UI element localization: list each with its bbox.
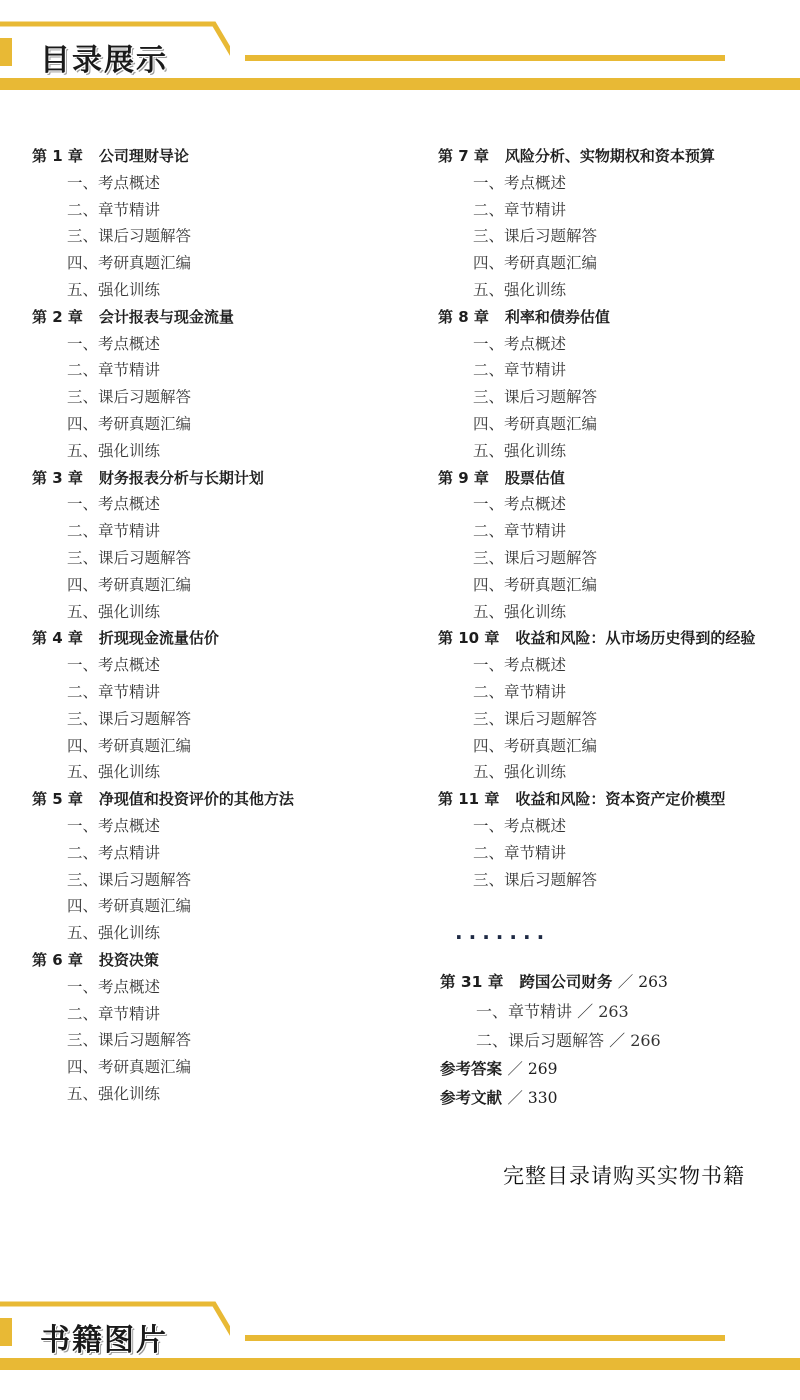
chapter-number: 第 2 章 [32,307,83,326]
section-title: 二、章节精讲 [473,522,567,541]
toc-section [32,1027,412,1054]
chapter-title: 投资决策 [98,950,159,969]
chapter-number: 第 8 章 [438,307,489,326]
section-title: 一、考点概述 [67,656,161,675]
toc-chapter [32,143,412,170]
toc-section [440,1026,668,1055]
toc-section [32,652,412,679]
chapter-number: 第 6 章 [32,950,83,969]
toc-section [32,706,412,733]
section-title: 四、考研真题汇编 [67,254,192,273]
toc-section [438,411,798,438]
banner-left-block [0,1318,12,1346]
banner-bottom-bar [0,1358,800,1370]
toc-section [32,867,412,894]
toc-section [438,706,798,733]
toc-section [438,572,798,599]
toc-section [32,518,412,545]
section-title: 五、强化训练 [473,763,567,782]
toc-tail [440,968,668,1113]
toc-section [438,599,798,626]
section-title: 五、强化训练 [67,280,161,299]
section-title: 一、考点概述 [67,816,161,835]
chapter-number: 第 1 章 [32,147,83,165]
toc-chapter [438,465,798,492]
toc-chapter [32,786,412,813]
chapter-title: 风险分析、实物期权和资本预算 [504,147,715,165]
page-number: ／ 263 [617,973,668,991]
toc-chapter [32,304,412,331]
section-title: 四、考研真题汇编 [473,736,598,755]
section-title: 二、章节精讲 [473,682,567,701]
toc-section [438,759,798,786]
section-title: 四、考研真题汇编 [473,254,598,273]
chapter-title: 跨国公司财务 [519,973,613,991]
section-title: 五、强化训练 [67,602,161,621]
chapter-number: 第 31 章 [440,973,504,991]
section-title: 四、考研真题汇编 [67,897,192,916]
chapter-number: 第 11 章 [438,790,500,809]
chapter-title: 利率和债券估值 [504,307,610,326]
section-title: 三、课后习题解答 [67,1031,192,1050]
toc-section [32,250,412,277]
section-title: 一、考点概述 [67,173,161,192]
page-number: ／ 263 [577,1002,629,1021]
section-title: 三、课后习题解答 [67,388,192,407]
ellipsis-dots: ······· [455,925,551,949]
chapter-title: 会计报表与现金流量 [98,307,234,326]
toc-section [438,518,798,545]
chapter-title: 股票估值 [504,468,565,487]
toc-section [438,652,798,679]
toc-section [438,223,798,250]
page-number: ／ 266 [609,1031,661,1050]
toc-section [438,679,798,706]
section-title: 一、考点概述 [473,173,567,192]
purchase-note: 完整目录请购买实物书籍 [503,1164,745,1188]
toc-chapter [32,465,412,492]
section-title: 四、考研真题汇编 [67,736,192,755]
toc-section [32,840,412,867]
section-title: 二、章节精讲 [67,682,161,701]
chapter-number: 第 10 章 [438,629,500,648]
toc-section [32,733,412,760]
toc-section [32,1081,412,1108]
section-title: 五、强化训练 [67,1084,161,1103]
chapter-title: 财务报表分析与长期计划 [98,468,264,487]
toc-section [32,545,412,572]
section-title: 三、课后习题解答 [473,548,598,567]
toc-section [438,384,798,411]
toc-section [32,277,412,304]
section-title: 一、考点概述 [473,816,567,835]
toc-section [438,813,798,840]
section-title: 五、强化训练 [473,441,567,460]
chapter-title: 收益和风险：从市场历史得到的经验 [515,629,756,648]
chapter-title: 折现现金流量估价 [98,629,219,648]
section-title: 四、考研真题汇编 [473,414,598,433]
section-title: 二、章节精讲 [67,1004,161,1023]
chapter-title: 参考文献 [440,1089,503,1107]
toc-chapter [440,1084,668,1113]
banner-left-block [0,38,12,66]
banner-accent-line [245,1335,725,1341]
section-title: 二、章节精讲 [67,361,161,380]
toc-section [438,545,798,572]
section-title: 五、强化训练 [473,280,567,299]
toc-section [438,331,798,358]
toc-section [32,572,412,599]
toc-section [32,920,412,947]
banner-bottom-bar [0,78,800,90]
toc-chapter [440,968,668,997]
chapter-title: 公司理财导论 [98,147,189,165]
section-title: 一、章节精讲 [476,1002,573,1021]
toc-chapter [438,625,798,652]
toc-section [32,411,412,438]
toc-section [438,733,798,760]
chapter-title: 收益和风险：资本资产定价模型 [515,790,726,809]
toc-section [32,438,412,465]
toc-chapter [32,625,412,652]
toc-chapter [438,304,798,331]
section-title: 二、章节精讲 [473,843,567,862]
section-title: 三、课后习题解答 [473,227,598,246]
section-title: 五、强化训练 [67,924,161,943]
section-title: 三、课后习题解答 [67,709,192,728]
section-title: 二、考点精讲 [67,843,161,862]
section-title: 二、章节精讲 [67,522,161,541]
toc-section [438,491,798,518]
chapter-number: 第 7 章 [438,147,489,165]
toc-section [32,679,412,706]
toc-section [32,759,412,786]
toc-section [32,599,412,626]
toc-section [32,197,412,224]
section-title: 一、考点概述 [473,495,567,514]
toc-section [438,170,798,197]
banner-title: 目录展示 [40,43,168,78]
section-title: 一、考点概述 [67,495,161,514]
toc-chapter [440,1055,668,1084]
toc-section [438,197,798,224]
toc-section [438,277,798,304]
toc-section [32,974,412,1001]
section-title: 四、考研真题汇编 [67,1058,192,1077]
header-banner [0,0,800,90]
toc-section [438,250,798,277]
chapter-number: 第 4 章 [32,629,83,648]
toc-section [32,357,412,384]
chapter-number: 第 5 章 [32,790,83,809]
toc-right-column [438,143,798,893]
toc-chapter [438,143,798,170]
chapter-title: 净现值和投资评价的其他方法 [98,790,294,809]
section-title: 二、章节精讲 [473,200,567,219]
section-title: 二、章节精讲 [67,200,161,219]
section-title: 一、考点概述 [67,334,161,353]
toc-section [440,997,668,1026]
toc-left-column [32,143,412,1108]
page-number: ／ 269 [507,1060,558,1078]
page-number: ／ 330 [507,1089,558,1107]
footer-banner [0,1280,800,1370]
section-title: 四、考研真题汇编 [473,575,598,594]
section-title: 一、考点概述 [473,334,567,353]
toc-section [438,357,798,384]
toc-chapter [32,947,412,974]
section-title: 三、课后习题解答 [67,870,192,889]
toc-chapter [438,786,798,813]
section-title: 二、课后习题解答 [476,1031,605,1050]
section-title: 三、课后习题解答 [473,870,598,889]
chapter-title: 参考答案 [440,1060,503,1078]
toc-section [32,384,412,411]
section-title: 二、章节精讲 [473,361,567,380]
toc-section [32,170,412,197]
section-title: 五、强化训练 [67,763,161,782]
toc-section [32,813,412,840]
toc-section [32,491,412,518]
toc-section [32,1001,412,1028]
section-title: 三、课后习题解答 [67,548,192,567]
section-title: 一、考点概述 [473,656,567,675]
toc-section [32,223,412,250]
section-title: 五、强化训练 [473,602,567,621]
section-title: 四、考研真题汇编 [67,414,192,433]
toc-section [438,840,798,867]
toc-section [32,1054,412,1081]
section-title: 四、考研真题汇编 [67,575,192,594]
section-title: 三、课后习题解答 [67,227,192,246]
section-title: 三、课后习题解答 [473,388,598,407]
banner-title: 书籍图片 [40,1323,168,1358]
section-title: 三、课后习题解答 [473,709,598,728]
section-title: 五、强化训练 [67,441,161,460]
toc-section [438,867,798,894]
chapter-number: 第 3 章 [32,468,83,487]
toc-section [32,331,412,358]
section-title: 一、考点概述 [67,977,161,996]
toc-section [32,893,412,920]
chapter-number: 第 9 章 [438,468,489,487]
banner-accent-line [245,55,725,61]
toc-section [438,438,798,465]
